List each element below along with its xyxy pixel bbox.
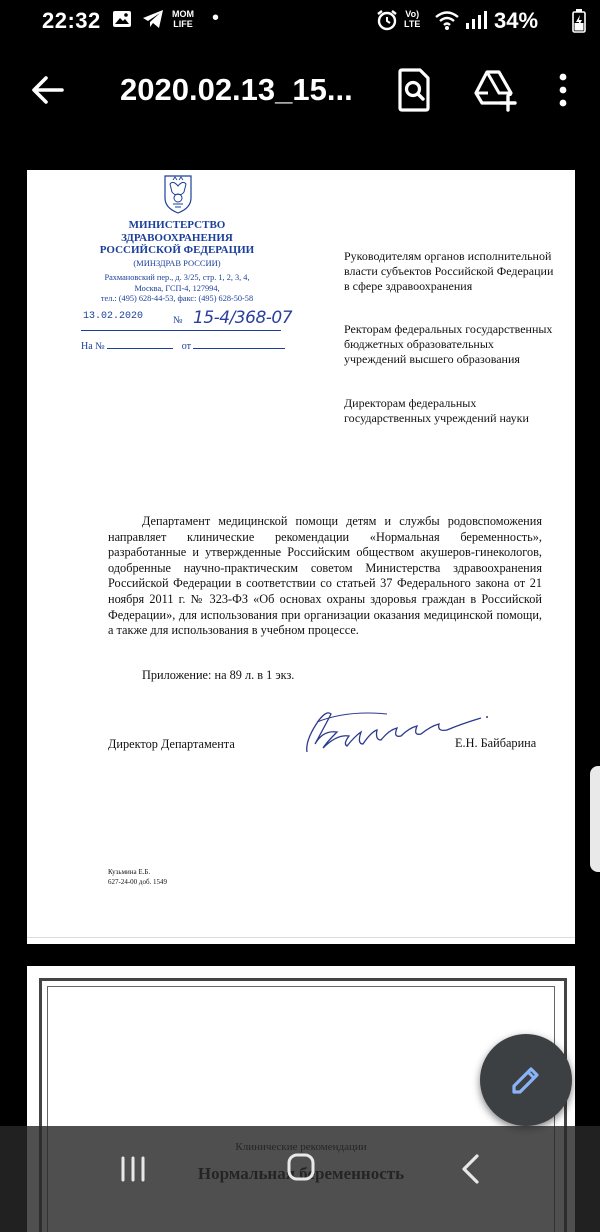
handwritten-signature: [297, 700, 497, 760]
reference-number-blank: [107, 338, 173, 349]
document-page-1: [27, 170, 575, 944]
executor-info: Кузьмина Е.Б. 627-24-00 доб. 1549: [108, 868, 168, 886]
system-navigation-bar: [0, 1126, 600, 1232]
pencil-icon: [510, 1064, 542, 1096]
signatory-title: Директор Департамента: [108, 737, 235, 751]
letter-body: Департамент медицинской помощи детям и службы родовспоможения направляет клинические рекомендации «Нормальная беременность», разработанные и утвержденные Российским обществом акушеров-гинекологов, одобренные научно-практическим советом Министерства здравоохранения Российской Федерации в соответствии со статьей 37 Федерального закона от 21 ноября 2011 г. № 323-ФЗ «Об основах охраны здоровья граждан в Российской Федерации», для использования при организации оказания медицинской помощи, а также для использования в учебном процессе.: [108, 514, 542, 638]
signal-icon: [464, 9, 488, 31]
ministry-name: МИНИСТЕРСТВО ЗДРАВООХРАНЕНИЯ РОССИЙСКОЙ ФЕДЕРАЦИИ: [99, 219, 255, 256]
more-options-icon[interactable]: [548, 66, 578, 114]
edit-fab-button[interactable]: [480, 1034, 572, 1126]
registration-number-label: №: [173, 315, 183, 326]
telegram-notification-icon: [142, 9, 164, 29]
signatory-name: Е.Н. Байбарина: [455, 736, 537, 750]
registration-number: 15-4/368-07: [193, 308, 293, 328]
momlife-notification-icon: MOM LIFE: [172, 9, 194, 29]
home-icon[interactable]: [286, 1152, 316, 1182]
app-bar: [0, 40, 600, 140]
status-time: 22:32: [42, 8, 101, 33]
reference-line: [81, 338, 285, 352]
more-notifications-dot: •: [212, 7, 220, 29]
status-bar: [0, 0, 600, 40]
battery-percent: 34%: [494, 8, 539, 33]
reference-from-label: от: [181, 341, 191, 352]
annex-note: Приложение: на 89 л. в 1 экз.: [142, 668, 295, 682]
ministry-short-name: (МИНЗДРАВ РОССИИ): [133, 258, 221, 268]
recipient-block: Ректорам федеральных государственных бюджетных образовательных учреждений высшего образования: [344, 322, 553, 366]
document-title: 2020.02.13_15...: [120, 72, 353, 107]
page-edge-line: [27, 937, 575, 938]
back-arrow-icon[interactable]: [26, 68, 70, 112]
recipient-block: Директорам федеральных государственных учреждений науки: [344, 396, 529, 425]
recent-apps-icon[interactable]: [118, 1154, 148, 1184]
reference-prefix: На №: [81, 341, 105, 352]
find-in-document-icon[interactable]: [392, 66, 436, 114]
wifi-icon: [434, 9, 460, 31]
ministry-address: Рахмановский пер., д. 3/25, стр. 1, 2, 3, 4, Москва, ГСП-4, 127994, тел.: (495) 628-44-53, факс: (495) 628-50-58: [100, 273, 254, 303]
alarm-icon: [376, 9, 398, 31]
volte-icon: Vo) LTE: [404, 9, 421, 29]
recipient-block: Руководителям органов исполнительной власти субъектов Российской Федерации в сфере здравоохранения: [344, 249, 554, 293]
coat-of-arms-emblem: [161, 174, 195, 214]
registration-date: 13.02.2020: [83, 311, 144, 322]
fast-scroll-handle[interactable]: [590, 766, 600, 872]
gallery-notification-icon: [112, 9, 132, 29]
add-to-drive-icon[interactable]: [470, 66, 518, 114]
reference-date-blank: [193, 338, 285, 349]
nav-back-icon[interactable]: [458, 1152, 482, 1186]
battery-charging-icon: [572, 9, 586, 33]
